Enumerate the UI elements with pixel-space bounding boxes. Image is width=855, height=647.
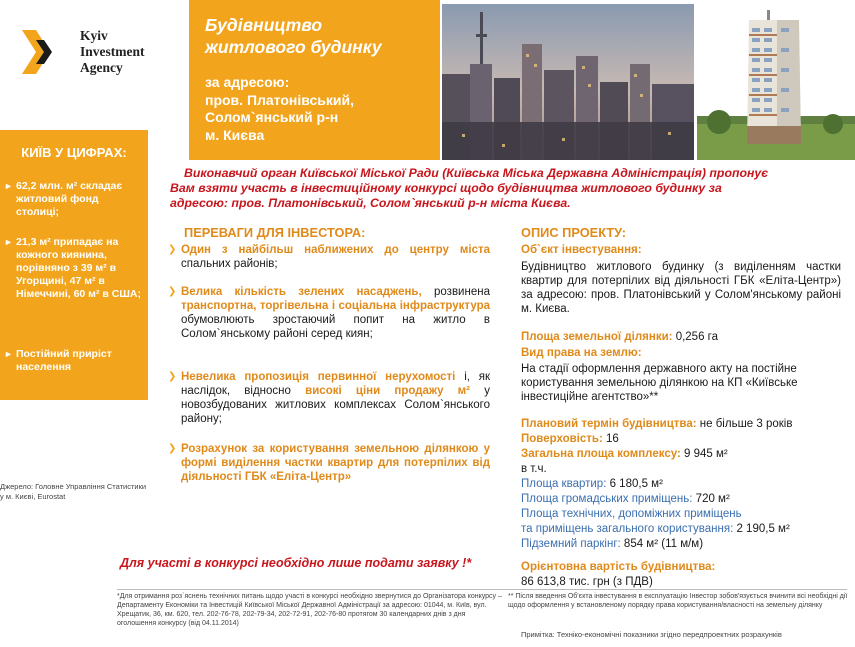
intro-line: адресою: пров. Платонівський, Солом`янський р-н міста Києва. xyxy=(170,196,571,210)
logo-text xyxy=(80,28,145,76)
parking-value: 854 м² (11 м/м) xyxy=(623,538,704,550)
total-area-label: Загальна площа комплексу: xyxy=(521,448,681,460)
advantage-text: у новозбудованих житлових комплексах Солом`янського району; xyxy=(181,385,490,425)
object-text: Будівництво житлового будинку (з виділенням частки квартир для потерпілих від діяльності ГБК «Еліта-Центр») за адресою: пров. Платонівський у Солом'янському районі м. Києва. xyxy=(521,261,841,315)
technical-area xyxy=(521,507,841,521)
logo xyxy=(22,28,162,88)
public-area-value: 720 м² xyxy=(695,493,730,505)
header-box xyxy=(189,0,440,160)
source-note: Джерело: Головне Управління Статистики у м. Києві, Eurostat xyxy=(0,482,147,501)
arrow-bullet-icon: ► xyxy=(4,237,13,247)
technical-area xyxy=(521,522,841,536)
land-area-value: 0,256 га xyxy=(675,331,718,343)
arrow-bullet-icon: ► xyxy=(4,349,13,359)
term-value: не більше 3 років xyxy=(699,418,793,430)
description-heading: ОПИС ПРОЕКТУ: xyxy=(521,225,627,240)
advantage-highlight: транспортна, торгівельна і соціальна інфраструктура xyxy=(181,300,490,312)
address-line: пров. Платонівський, xyxy=(205,91,355,108)
public-area xyxy=(521,492,841,506)
chevron-right-icon: ❯ xyxy=(168,244,177,255)
logo-line: Kyiv xyxy=(80,28,108,43)
technical-area-label: Площа технічних, допоміжних приміщень xyxy=(521,508,742,520)
technical-area-label: та приміщень загального користування: xyxy=(521,523,734,535)
technical-area-value: 2 190,5 м² xyxy=(736,523,790,535)
land-area xyxy=(521,330,841,344)
sidebar-stat xyxy=(4,236,144,301)
sidebar-title: КИЇВ У ЦИФРАХ: xyxy=(21,145,127,160)
advantage-highlight: високі ціни продажу м² xyxy=(305,385,471,397)
apartment-area-value: 6 180,5 м² xyxy=(609,478,663,490)
call-to-action: Для участі в конкурсі необхідно лише подати заявку !* xyxy=(120,556,472,570)
footer-divider xyxy=(117,589,847,590)
building-render xyxy=(697,4,855,160)
advantage-text: обумовлюють зростаючий попит на житло в Солом`янському районі серед киян; xyxy=(181,314,490,340)
floors-label: Поверховість: xyxy=(521,433,603,445)
arrow-bullet-icon: ► xyxy=(4,181,13,191)
parking-label: Підземний паркінг: xyxy=(521,538,621,550)
land-area-label: Площа земельної ділянки: xyxy=(521,331,673,343)
advantage-text: спальних районів; xyxy=(181,258,278,270)
footer-note-left: *Для отримання роз`яснень технічних питань щодо участі в конкурсі необхідно звернутися до Організатора конкурсу – Департаменту Економіки та Інвестицій Київської Міської Державної Адміністрації за адресою: 01044, м. Київ, вул. Хрещатик, 36, км. 620, тел. 202-76-78, 202-79-34, 202-72-91, 202-76-80 протягом 30 календарних днів з дня оголошення конкурсу (від 04.11.2014) xyxy=(117,593,502,627)
total-area-value: 9 945 м² xyxy=(684,448,728,460)
apartment-area xyxy=(521,477,841,491)
advantage-text: розвинена xyxy=(434,286,490,298)
advantage-item xyxy=(168,370,490,426)
intro-line: Вам взяти участь в інвестиційному конкурсі щодо будівництва житлового будинку за xyxy=(170,181,722,195)
advantage-highlight: Невелика пропозиція первинної нерухомості xyxy=(181,371,456,383)
cost-heading: Орієнтовна вартість будівництва: xyxy=(521,561,716,573)
address-line: за адресою: xyxy=(205,74,290,90)
page-title xyxy=(205,14,382,58)
logo-line: Agency xyxy=(80,60,123,75)
advantage-highlight: Один з найбільш наближених до центру міста xyxy=(181,244,490,256)
floors-value: 16 xyxy=(606,433,619,445)
apartment-area-label: Площа квартир: xyxy=(521,478,607,490)
advantage-item xyxy=(168,442,490,484)
chevron-right-icon: ❯ xyxy=(168,371,177,382)
object-heading: Об`єкт інвестування: xyxy=(521,244,642,256)
intro-text xyxy=(170,166,848,211)
cost-value: 86 613,8 тис. грн (з ПДВ) xyxy=(521,576,653,588)
public-area-label: Площа громадських приміщень: xyxy=(521,493,693,505)
advantage-item xyxy=(168,243,490,271)
footer-note-right: ** Після введення Об'єкта інвестування в експлуатацію Інвестор зобов'язується вчинити всі необхідні дії щодо оформлення у встановленому порядку права користування/власності на земельну ділянку xyxy=(508,593,848,609)
advantage-text: і, як наслідок, відносно xyxy=(181,371,490,397)
chevron-right-icon: ❯ xyxy=(168,443,177,454)
chevron-right-icon: ❯ xyxy=(168,286,177,297)
advantage-highlight: Велика кількість зелених насаджень, xyxy=(181,286,422,298)
floors xyxy=(521,432,841,446)
parking-area xyxy=(521,537,841,551)
advantage-item xyxy=(168,285,490,341)
header-address xyxy=(205,74,354,144)
term-label: Плановий термін будівництва: xyxy=(521,418,697,430)
footnote: Примітка: Техніко-економічні показники згідно передпроектних розрахунків xyxy=(521,630,782,639)
sidebar-stat xyxy=(4,348,144,374)
including-label: в т.ч. xyxy=(521,463,547,475)
total-area xyxy=(521,447,841,461)
intro-line: Виконавчий орган Київської Міської Ради (Київська Міська Державна Адміністрація) пропонує xyxy=(184,166,769,180)
land-right-heading: Вид права на землю: xyxy=(521,347,642,359)
address-line: м. Києва xyxy=(205,126,265,143)
construction-term xyxy=(521,417,841,431)
sidebar-stat-text: Постійний приріст населення xyxy=(16,348,112,373)
logo-line: Investment xyxy=(80,44,145,59)
title-line: Будівництво xyxy=(205,15,323,35)
advantage-highlight: Розрахунок за користування земельною ділянкою у формі виділення частки квартир для потерпілих від діяльності ГБК «Еліта-Центр» xyxy=(181,443,490,483)
advantages-heading: ПЕРЕВАГИ ДЛЯ ІНВЕСТОРА: xyxy=(184,225,366,240)
city-photo xyxy=(442,4,694,160)
logo-chevron-icon xyxy=(22,30,62,74)
sidebar-stat-text: 21,3 м² припадає на кожного киянина, порівняно з 39 м² в Угорщині, 47 м² в Німеччині, 60 м² в США; xyxy=(16,236,141,300)
sidebar-stat-text: 62,2 млн. м² складає житловий фонд столиці; xyxy=(16,180,123,218)
title-line: житлового будинку xyxy=(205,37,382,57)
sidebar-stat xyxy=(4,180,144,219)
land-right-text: На стадії оформлення державного акту на постійне користування земельною ділянкою на КП «Київське інвестиційне агентство»** xyxy=(521,363,798,403)
address-line: Солом`янський р-н xyxy=(205,109,339,125)
